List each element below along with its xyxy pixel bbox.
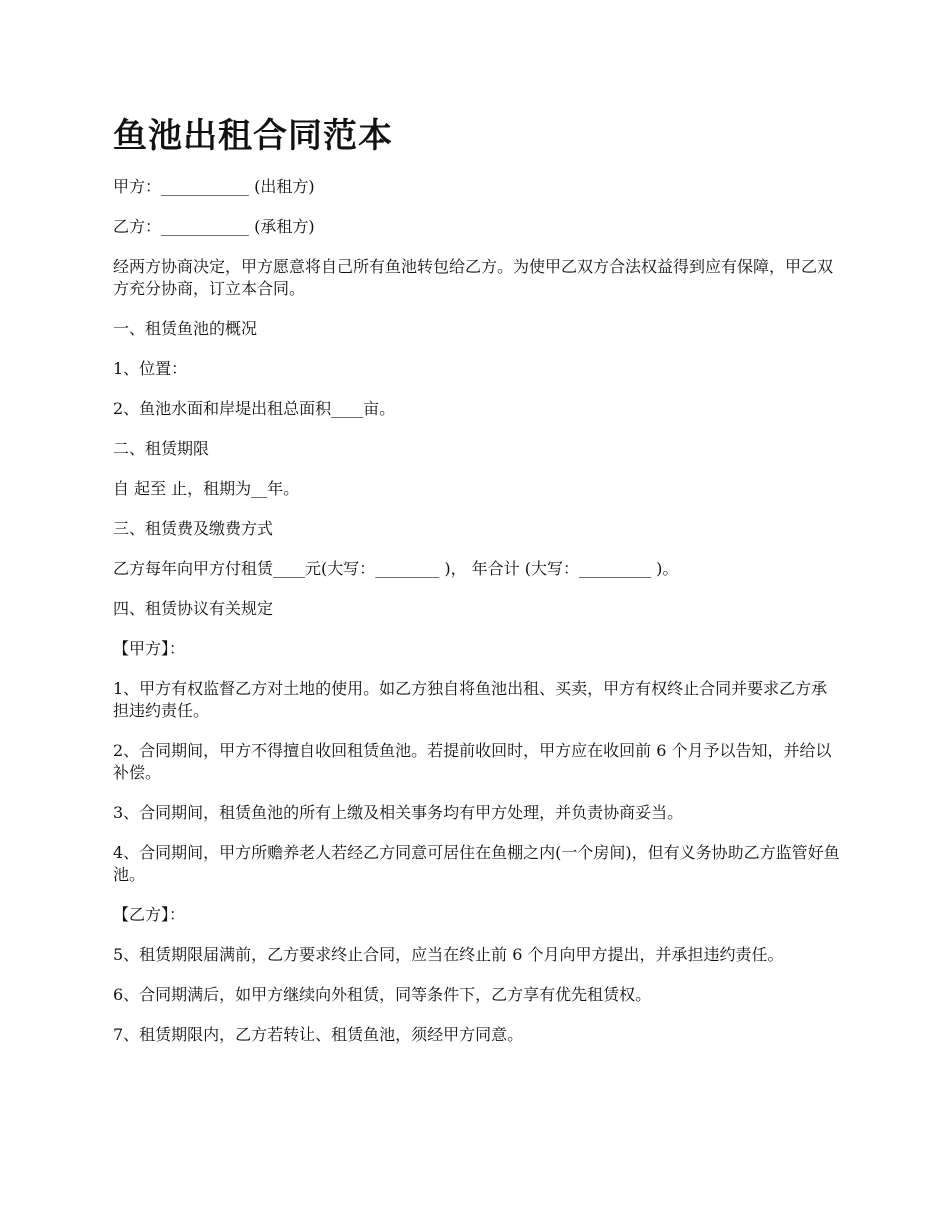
clause-rent: 乙方每年向甲方付租赁____元(大写：________ )， 年合计 (大写：_________ )。 [113,559,679,578]
party-a-line: 甲方：___________ (出租方) [113,177,315,196]
party-b-heading: 【乙方】： [113,905,186,924]
party-b-line: 乙方：___________ (承租方) [113,217,315,236]
section-heading-3: 三、租赁费及缴费方式 [113,519,274,538]
clause-item: 6、合同期满后，如甲方继续向外租赁，同等条件下，乙方享有优先租赁权。 [113,985,652,1004]
document-title: 鱼池出租合同范本 [113,116,393,156]
clause-item: 2、合同期间，甲方不得擅自收回租赁鱼池。若提前收回时，甲方应在收回前 6 个月予以告知，并给以补偿。 [113,741,832,782]
document-page [113,110,843,1064]
clause-item: 1、甲方有权监督乙方对土地的使用。如乙方独自将鱼池出租、买卖，甲方有权终止合同并要求乙方承担违约责任。 [113,679,828,720]
clause-area: 2、鱼池水面和岸堤出租总面积____亩。 [113,399,396,418]
section-heading-2: 二、租赁期限 [113,439,210,458]
intro-paragraph: 经两方协商决定，甲方愿意将自己所有鱼池转包给乙方。为使甲乙双方合法权益得到应有保障，甲乙双方充分协商，订立本合同。 [113,257,834,298]
clause-item: 5、租赁期限届满前，乙方要求终止合同，应当在终止前 6 个月向甲方提出，并承担违约责任。 [113,945,784,964]
clause-term: 自 起至 止，租期为__年。 [113,479,300,498]
party-a-heading: 【甲方】： [113,639,186,658]
document-body [113,176,843,1046]
section-heading-1: 一、租赁鱼池的概况 [113,319,258,338]
clause-location: 1、位置： [113,359,188,378]
clause-item: 7、租赁期限内，乙方若转让、租赁鱼池，须经甲方同意。 [113,1025,524,1044]
clause-item: 4、合同期间，甲方所赡养老人若经乙方同意可居住在鱼棚之内(一个房间)，但有义务协助乙方监管好鱼池。 [113,843,840,884]
clause-item: 3、合同期间，租赁鱼池的所有上缴及相关事务均有甲方处理，并负责协商妥当。 [113,803,684,822]
section-heading-4: 四、租赁协议有关规定 [113,599,274,618]
